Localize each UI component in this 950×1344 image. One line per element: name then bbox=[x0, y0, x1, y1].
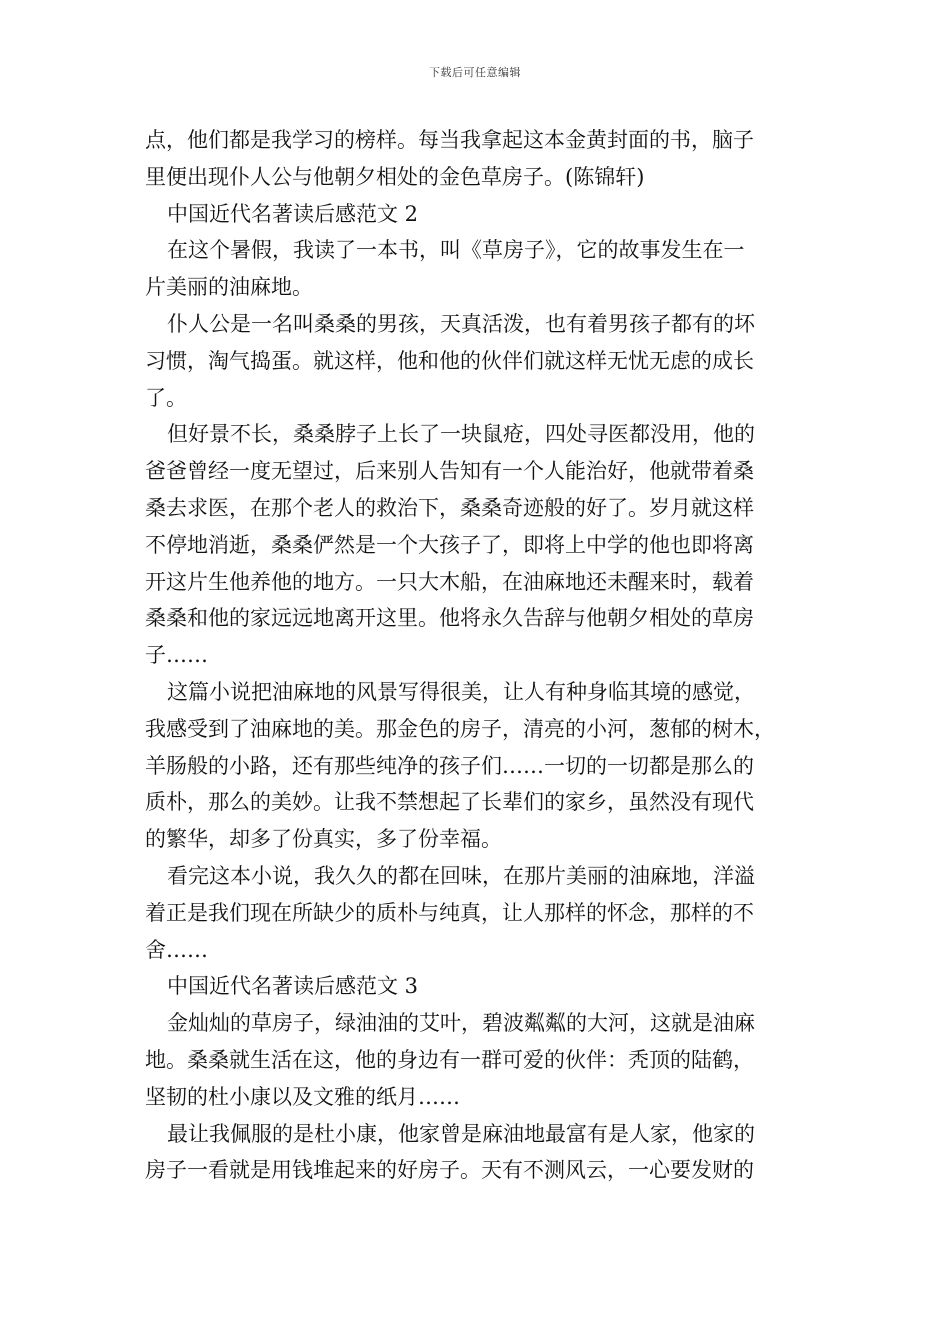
paragraph bbox=[145, 858, 825, 968]
text-line: 房子一看就是用钱堆起来的好房子。天有不测风云，一心要发财的 bbox=[145, 1158, 754, 1183]
text-line: 习惯，淘气捣蛋。就这样，他和他的伙伴们就这样无忧无虑的成长 bbox=[145, 348, 754, 373]
paragraph bbox=[145, 1005, 825, 1115]
text-line: 桑去求医，在那个老人的救治下，桑桑奇迹般的好了。岁月就这样 bbox=[145, 495, 754, 520]
text-line: 这篇小说把油麻地的风景写得很美，让人有种身临其境的感觉， bbox=[167, 679, 755, 704]
text-line: 舍…… bbox=[145, 937, 208, 962]
text-line: 质朴，那么的美妙。让我不禁想起了长辈们的家乡，虽然没有现代 bbox=[145, 790, 754, 815]
text-line: 仆人公是一名叫桑桑的男孩，天真活泼，也有着男孩子都有的坏 bbox=[167, 311, 755, 336]
text-line: 不停地消逝，桑桑俨然是一个大孩子了，即将上中学的他也即将离 bbox=[145, 532, 754, 557]
paragraph bbox=[145, 232, 825, 306]
text-line: 金灿灿的草房子，绿油油的艾叶，碧波粼粼的大河，这就是油麻 bbox=[167, 1011, 755, 1036]
text-line: 地。桑桑就生活在这，他的身边有一群可爱的伙伴：秃顶的陆鹤， bbox=[145, 1047, 754, 1072]
text-line: 开这片生他养他的地方。一只大木船，在油麻地还未醒来时，载着 bbox=[145, 569, 754, 594]
text-line: 片美丽的油麻地。 bbox=[145, 275, 313, 300]
paragraph bbox=[145, 416, 825, 674]
text-line: 最让我佩服的是杜小康，他家曾是麻油地最富有是人家，他家的 bbox=[167, 1121, 755, 1146]
text-line: 羊肠般的小路，还有那些纯净的孩子们……一切的一切都是那么的 bbox=[145, 753, 754, 778]
text-line: 桑桑和他的家远远地离开这里。他将永久告辞与他朝夕相处的草房 bbox=[145, 606, 754, 631]
text-line: 点，他们都是我学习的榜样。每当我拿起这本金黄封面的书，脑子 bbox=[145, 128, 754, 152]
text-line: 里便出现仆人公与他朝夕相处的金色草房子。(陈锦轩) bbox=[145, 164, 645, 189]
paragraph bbox=[145, 968, 825, 1005]
text-line: 着正是我们现在所缺少的质朴与纯真，让人那样的怀念，那样的不 bbox=[145, 900, 754, 925]
text-line: 的繁华，却多了份真实，多了份幸福。 bbox=[145, 827, 502, 852]
paragraph bbox=[145, 196, 825, 233]
text-line: 看完这本小说，我久久的都在回味，在那片美丽的油麻地，洋溢 bbox=[167, 863, 755, 888]
text-line: 在这个暑假，我读了一本书，叫《草房子》，它的故事发生在一 bbox=[167, 238, 745, 263]
text-line: 了。 bbox=[145, 385, 187, 410]
paragraph bbox=[145, 674, 825, 858]
text-line: 我感受到了油麻地的美。那金色的房子，清亮的小河，葱郁的树木， bbox=[145, 716, 775, 741]
text-line: 爸爸曾经一度无望过，后来别人告知有一个人能治好，他就带着桑 bbox=[145, 459, 754, 484]
document-body bbox=[145, 122, 825, 1189]
paragraph bbox=[145, 122, 825, 196]
text-line: 中国近代名著读后感范文 3 bbox=[167, 974, 419, 999]
text-line: 坚韧的杜小康以及文雅的纸月…… bbox=[145, 1084, 460, 1109]
text-line: 中国近代名著读后感范文 2 bbox=[167, 201, 419, 226]
paragraph bbox=[145, 306, 825, 416]
page-header-note: 下载后可任意编辑 bbox=[429, 66, 521, 79]
paragraph bbox=[145, 1116, 825, 1190]
text-line: 子…… bbox=[145, 643, 208, 668]
text-line: 但好景不长，桑桑脖子上长了一块鼠疮，四处寻医都没用，他的 bbox=[167, 422, 755, 447]
